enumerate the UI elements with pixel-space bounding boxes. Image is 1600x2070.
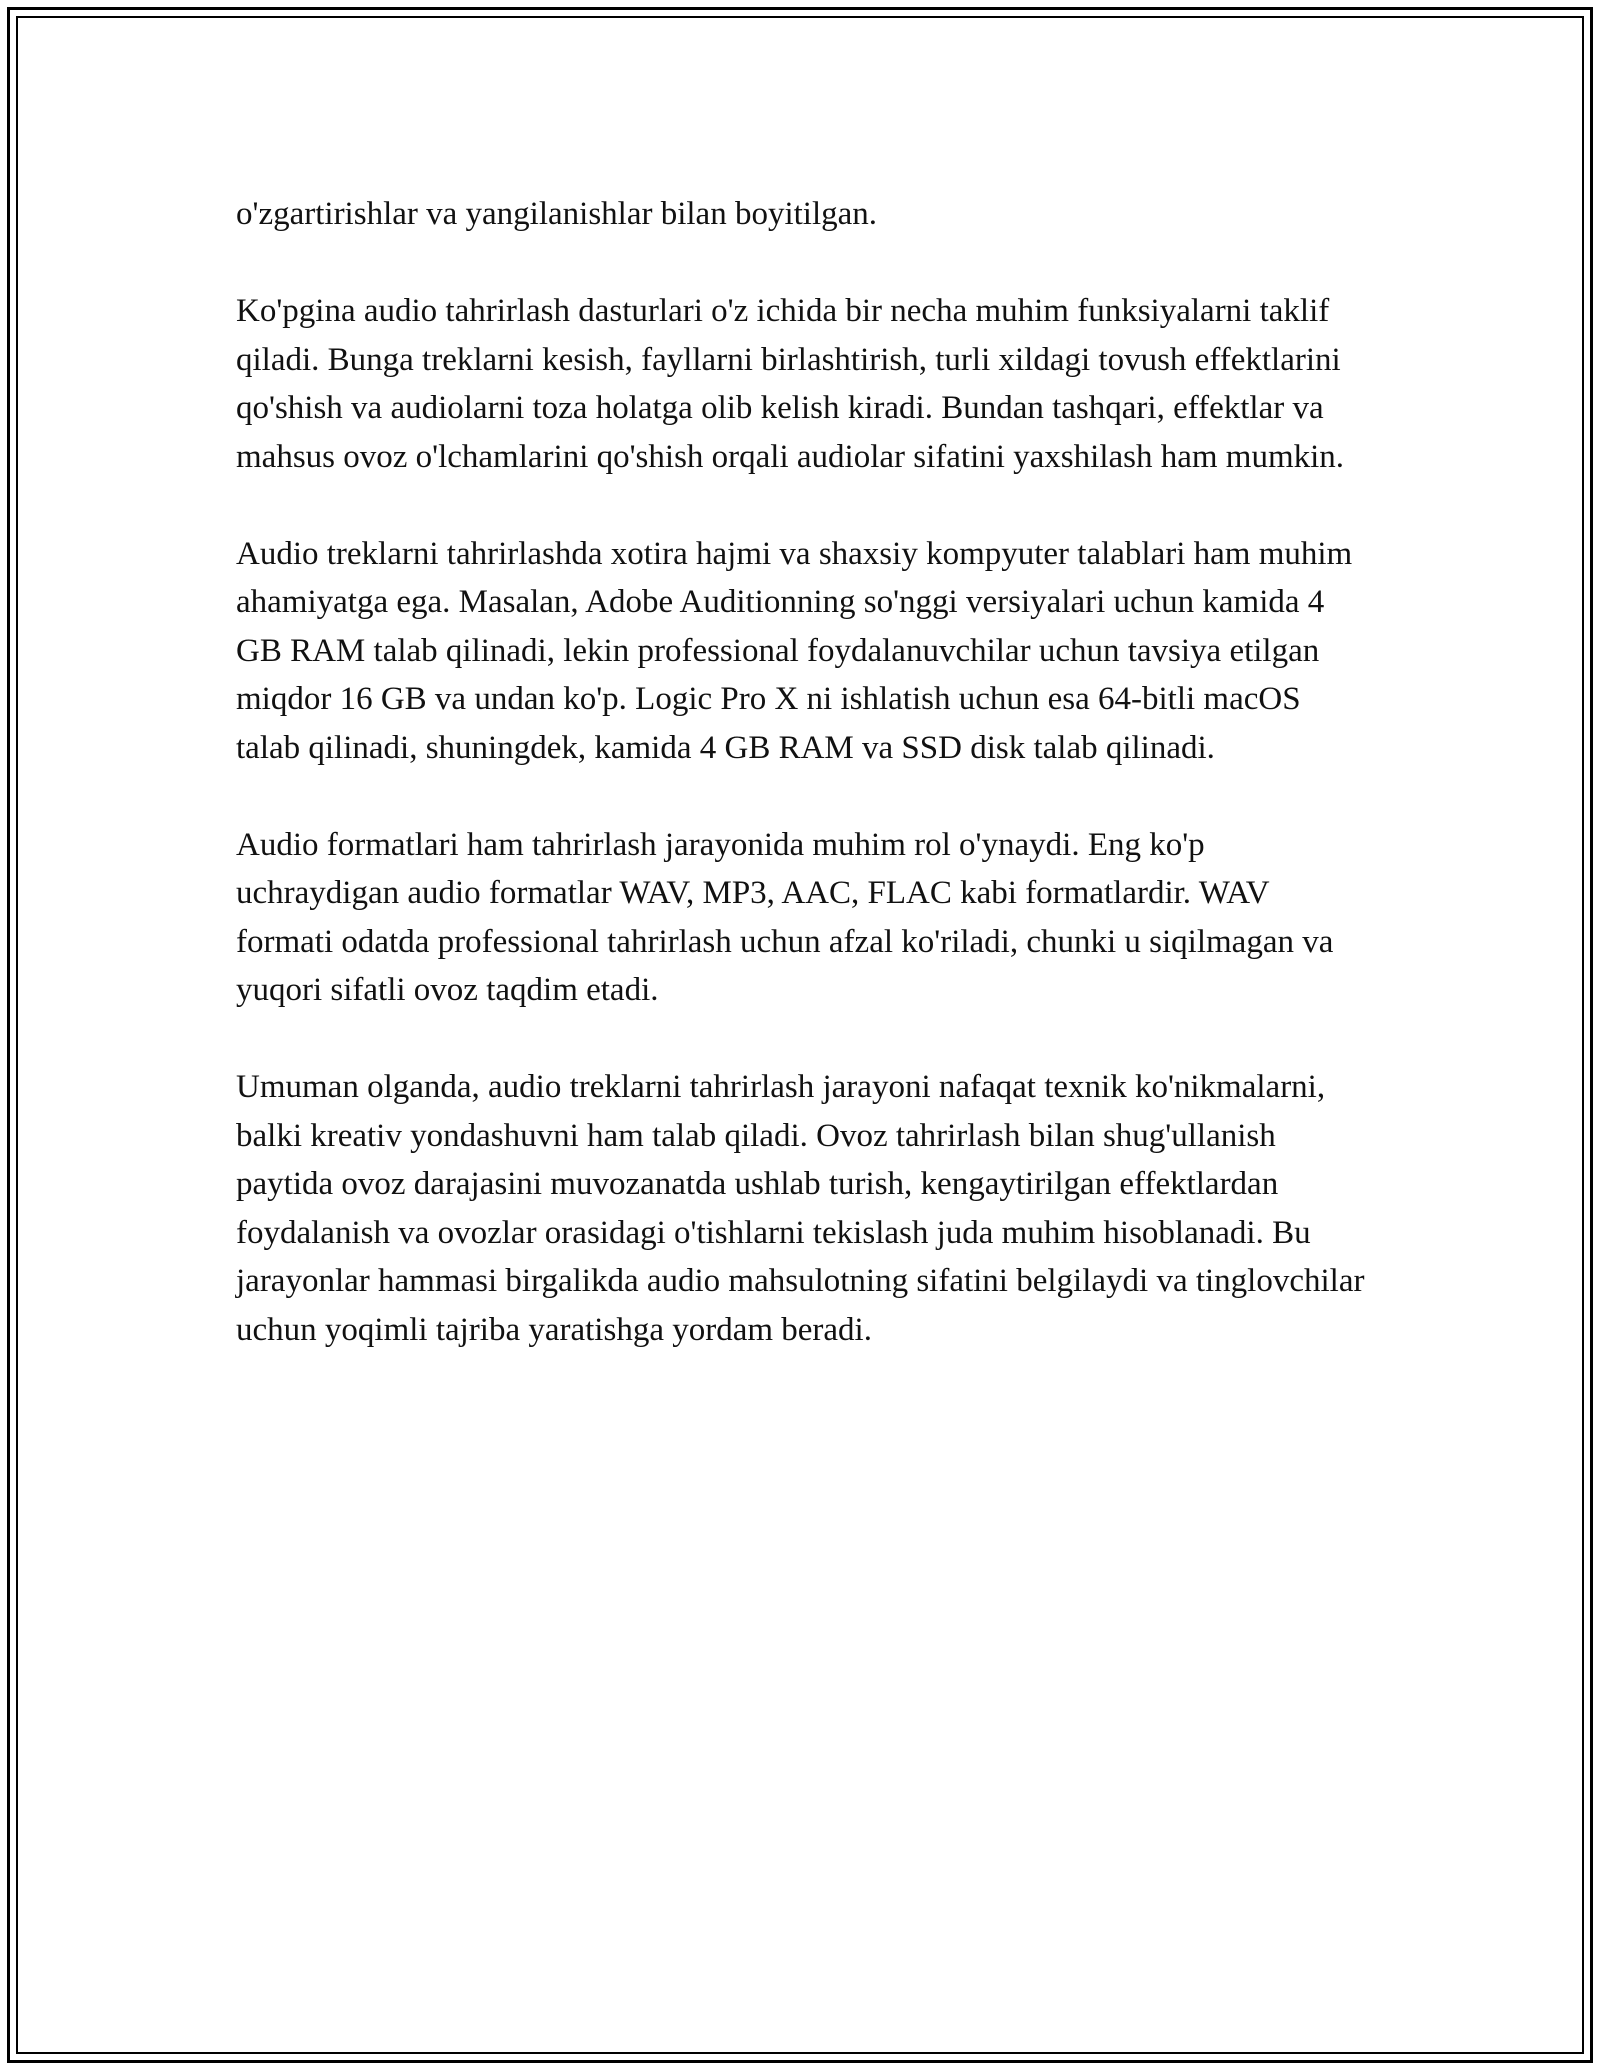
paragraph-3: Audio treklarni tahrirlashda xotira hajmi va shaxsiy kompyuter talablari ham muhim ahamiyatga ega. Masalan, Adobe Auditionning so'nggi versiyalari uchun kamida 4 GB RAM talab qilinadi, lekin professional foydalanuvchilar uchun tavsiya etilgan miqdor 16 GB va undan ko'p. Logic Pro X ni ishlatish uchun esa 64-bitli macOS talab qilinadi, shuningdek, kamida 4 GB RAM va SSD disk talab qilinadi. — [236, 535, 1353, 766]
paragraph-4: Audio formatlari ham tahrirlash jarayonida muhim rol o'ynaydi. Eng ko'p uchraydigan audio formatlar WAV, MP3, AAC, FLAC kabi formatlardir. WAV formati odatda professional tahrirlash uchun afzal ko'riladi, chunki u siqilmagan va yuqori sifatli ovoz taqdim etadi. — [236, 826, 1334, 1008]
document-body — [236, 190, 1366, 1403]
paragraph-1: o'zgartirishlar va yangilanishlar bilan boyitilgan. — [236, 196, 878, 232]
paragraph-2: Ko'pgina audio tahrirlash dasturlari o'z ichida bir necha muhim funksiyalarni taklif qiladi. Bunga treklarni kesish, fayllarni birlashtirish, turli xildagi tovush effektlarini qo'shish va audiolarni toza holatga olib kelish kiradi. Bundan tashqari, effektlar va mahsus ovoz o'lchamlarini qo'shish orqali audiolar sifatini yaxshilash ham mumkin. — [236, 293, 1345, 475]
paragraph-5: Umuman olganda, audio treklarni tahrirlash jarayoni nafaqat texnik ko'nikmalarni, balki kreativ yondashuvni ham talab qiladi. Ovoz tahrirlash bilan shug'ullanish paytida ovoz darajasini muvozanatda ushlab turish, kengaytirilgan effektlardan foydalanish va ovozlar orasidagi o'tishlarni tekislash juda muhim hisoblanadi. Bu jarayonlar hammasi birgalikda audio mahsulotning sifatini belgilaydi va tinglovchilar uchun yoqimli tajriba yaratishga yordam beradi. — [236, 1069, 1365, 1348]
